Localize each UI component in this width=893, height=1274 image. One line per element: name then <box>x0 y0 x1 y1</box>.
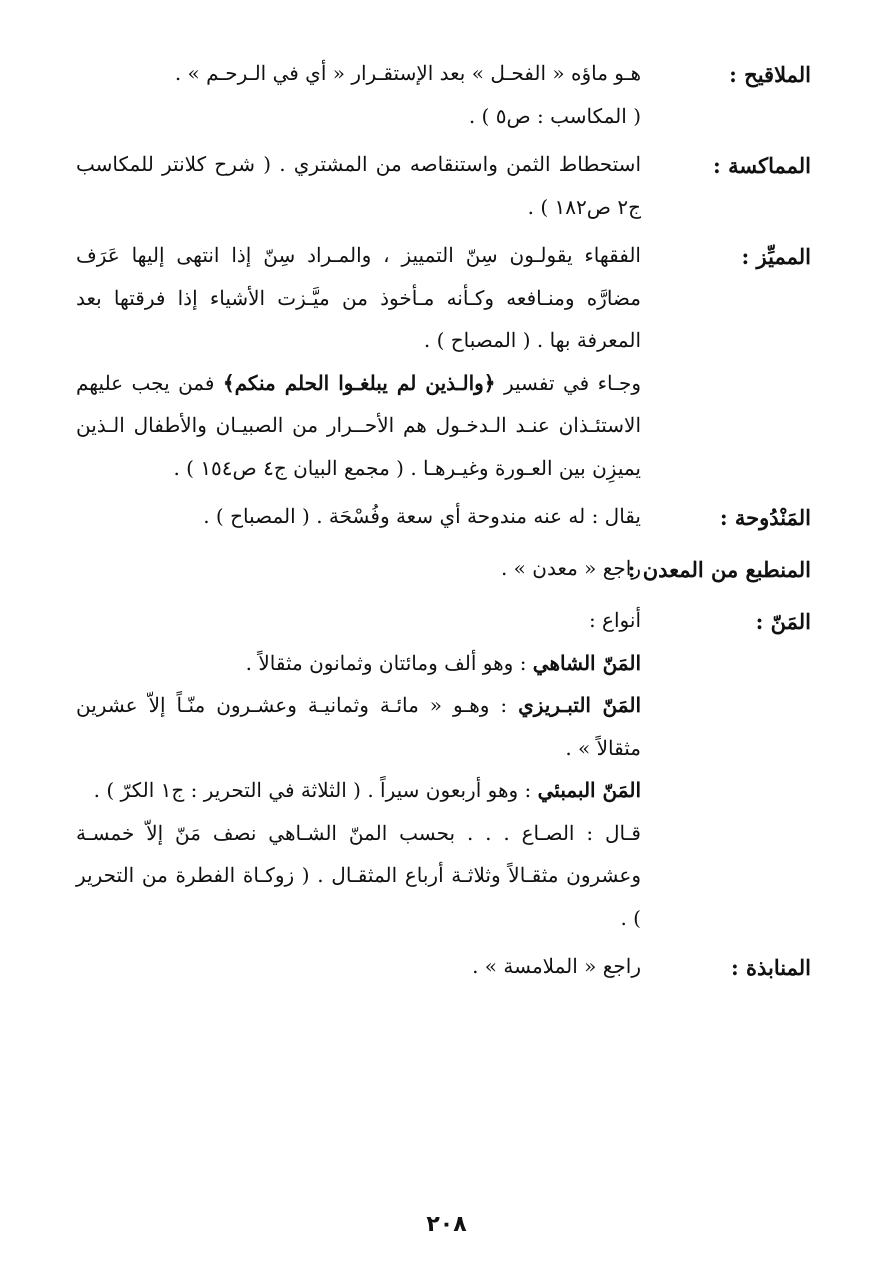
dictionary-page <box>76 52 811 997</box>
entry-definition <box>76 495 641 538</box>
definition-line: هـو ماؤه « الفحـل » بعد الإستقـرار « أي في الـرحـم » . <box>174 61 641 85</box>
entry-munabadha <box>76 945 811 991</box>
types-intro: أنواع : <box>588 608 641 632</box>
entry-definition <box>76 52 641 137</box>
mann-type <box>76 684 641 769</box>
definition-paragraph: الفقهاء يقولـون سِنّ التمييز ، والمـراد سِنّ إذا انتهى إليها عَرَف مضارَّه ومنـافعه وكـأنه مـأخوذ من ميَّـزت الأشياء إذا فرقتها بعد المعرفة بها . ( المصباح ) . <box>76 243 641 352</box>
entry-manduha <box>76 495 811 541</box>
entry-mumakasa <box>76 143 811 228</box>
definition-paragraph: يقال : له عنه مندوحة أي سعة وفُسْحَة . ( المصباح ) . <box>203 504 641 528</box>
mann-type-name: المَنّ الشاهي <box>532 650 641 675</box>
mann-type-name: المَنّ البمبئي <box>537 778 641 802</box>
entry-definition <box>76 945 641 988</box>
entry-definition <box>76 547 641 590</box>
mann-type-desc: : وهـو « مائـة وثمانيـة وعشـرون منّـاً إلاّ عشرين مثقالاً » . <box>76 693 641 760</box>
entry-mann <box>76 599 811 939</box>
entry-term: المميِّز : <box>741 244 811 269</box>
entry-term: المَنّ : <box>755 609 811 634</box>
definition-paragraph: قـال : الصـاع . . . بحسب المنّ الشـاهي نصف مَنّ إلاّ خمسـة وعشرون مثقـالاً وثلاثـة أرباع المثقـال . ( زوكـاة الفطرة من التحرير ) . <box>76 820 641 930</box>
entry-term: المماكسة : <box>713 153 811 178</box>
mann-type-desc: : وهو ألف ومائتان وثمانون مثقالاً . <box>245 650 533 675</box>
tafsir-intro: وجـاء في تفسير <box>495 370 641 395</box>
mann-type-desc: : وهو أربعون سيراً . ( الثلاثة في التحرير : ج١ الكرّ ) . <box>93 778 538 802</box>
entry-term: المنطبع من المعدن : <box>627 557 811 582</box>
tafsir-rest: فمن يجب عليهم الاستئـذان عنـد الـدخـول هم الأحــرار من الصبيـان والأطفال الـذين يميزِن بين العـورة وغيـرهـا . ( مجمع البيان ج٤ ص١٥٤ ) . <box>76 370 641 480</box>
tafsir-paragraph <box>76 362 641 490</box>
entry-malaqih <box>76 52 811 137</box>
entry-term: الملاقيح : <box>729 62 811 87</box>
cross-reference: راجع « الملامسة » . <box>472 954 641 978</box>
definition-citation: ( المكاسب : ص٥ ) . <box>468 103 641 128</box>
quran-verse: ﴿والـذين لم يبلغـوا الحلم منكم﴾ <box>222 370 496 395</box>
entry-muntabi <box>76 547 811 593</box>
entry-term: المَنْدُوحة : <box>719 505 811 530</box>
page-number: ٢٠٨ <box>426 1212 467 1237</box>
cross-reference: راجع « معدن » . <box>500 556 641 580</box>
mann-type <box>76 642 641 685</box>
definition-paragraph: استحطاط الثمن واستنقاصه من المشتري . ( شرح كلانتر للمكاسب ج٢ ص١٨٢ ) . <box>76 152 641 219</box>
mann-type <box>76 769 641 812</box>
entry-term: المنابذة : <box>730 955 811 980</box>
entry-mumayyiz <box>76 234 811 489</box>
entry-definition <box>76 143 641 228</box>
entry-definition <box>76 599 641 939</box>
mann-type-name: المَنّ التبـريزي <box>518 693 641 717</box>
entry-definition <box>76 234 641 489</box>
